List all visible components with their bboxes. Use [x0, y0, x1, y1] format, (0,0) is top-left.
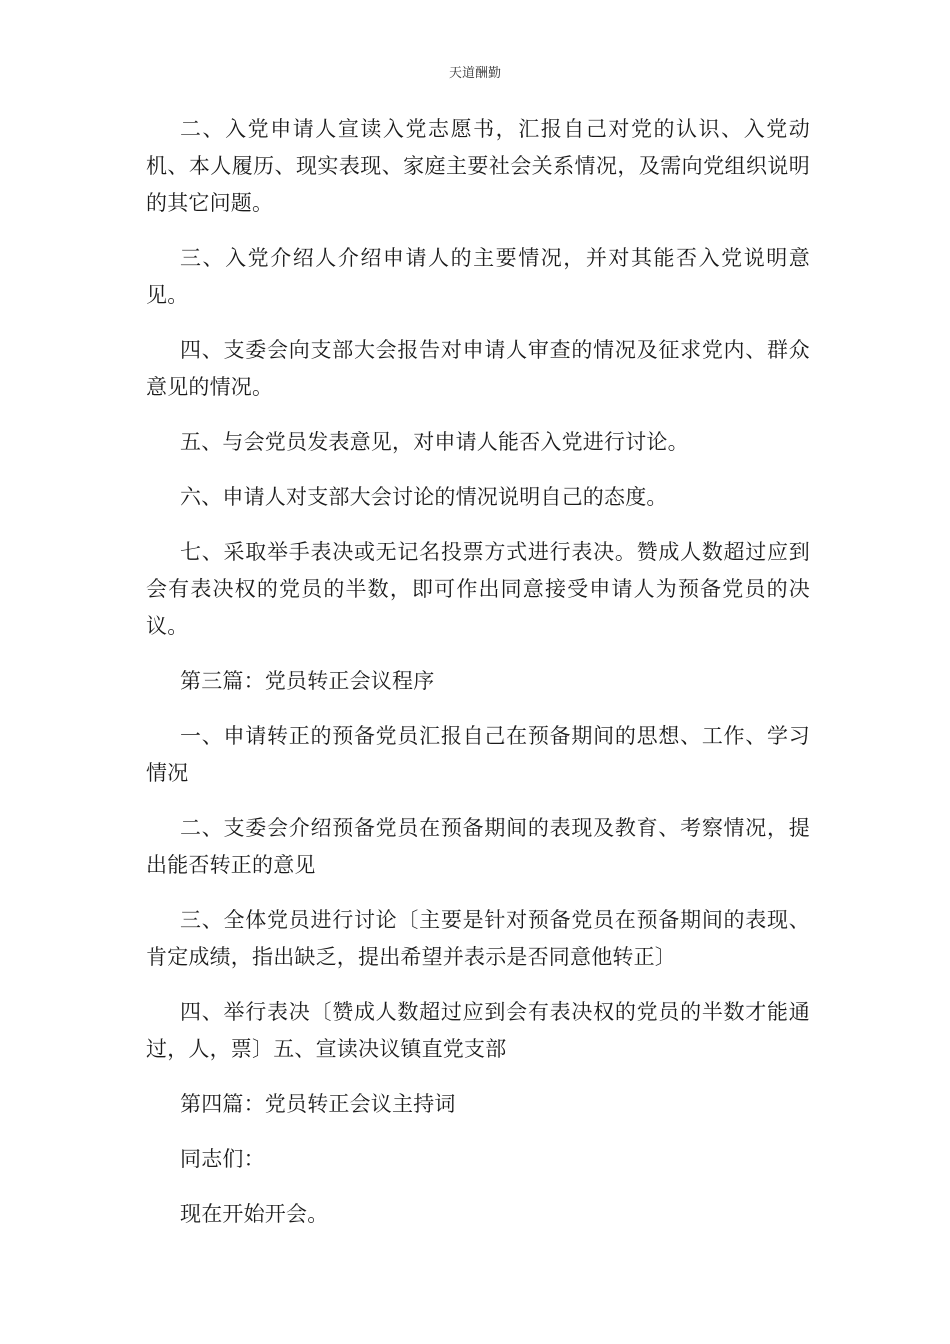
section-heading-part-3: 第三篇：党员转正会议程序 — [180, 669, 435, 693]
paragraph-item-2-statement: 二、入党申请人宣读入党志愿书，汇报自己对党的认识、入党动机、本人履历、现实表现、家庭主要社会关系情况，及需向党组织说明的其它问题。 — [146, 117, 810, 215]
paragraph-step-2-committee: 二、支委会介绍预备党员在预备期间的表现及教育、考察情况，提出能否转正的意见 — [146, 816, 810, 877]
paragraph-opening: 现在开始开会。 — [180, 1202, 329, 1226]
section-heading-part-4: 第四篇：党员转正会议主持词 — [180, 1092, 456, 1116]
paragraph-item-7-vote: 七、采取举手表决或无记名投票方式进行表决。赞成人数超过应到会有表决权的党员的半数，即可作出同意接受申请人为预备党员的决议。 — [146, 540, 810, 638]
paragraph-step-4-vote: 四、举行表决〔赞成人数超过应到会有表决权的党员的半数才能通过，人，票〕五、宣读决议镇直党支部 — [146, 1000, 810, 1061]
paragraph-step-3-discussion: 三、全体党员进行讨论〔主要是针对预备党员在预备期间的表现、肯定成绩，指出缺乏，提出希望并表示是否同意他转正〕 — [146, 908, 810, 969]
paragraph-item-5-discussion: 五、与会党员发表意见，对申请人能否入党进行讨论。 — [180, 430, 689, 454]
paragraph-step-1-report: 一、申请转正的预备党员汇报自己在预备期间的思想、工作、学习情况 — [146, 724, 810, 785]
document-body — [146, 111, 810, 1251]
paragraph-item-3-introducer: 三、入党介绍人介绍申请人的主要情况，并对其能否入党说明意见。 — [146, 246, 810, 307]
paragraph-item-6-applicant-attitude: 六、申请人对支部大会讨论的情况说明自己的态度。 — [180, 485, 668, 509]
page-header: 天道酬勤 — [448, 66, 501, 81]
paragraph-item-4-committee-report: 四、支委会向支部大会报告对申请人审查的情况及征求党内、群众意见的情况。 — [146, 338, 810, 399]
paragraph-greeting: 同志们： — [180, 1147, 265, 1171]
